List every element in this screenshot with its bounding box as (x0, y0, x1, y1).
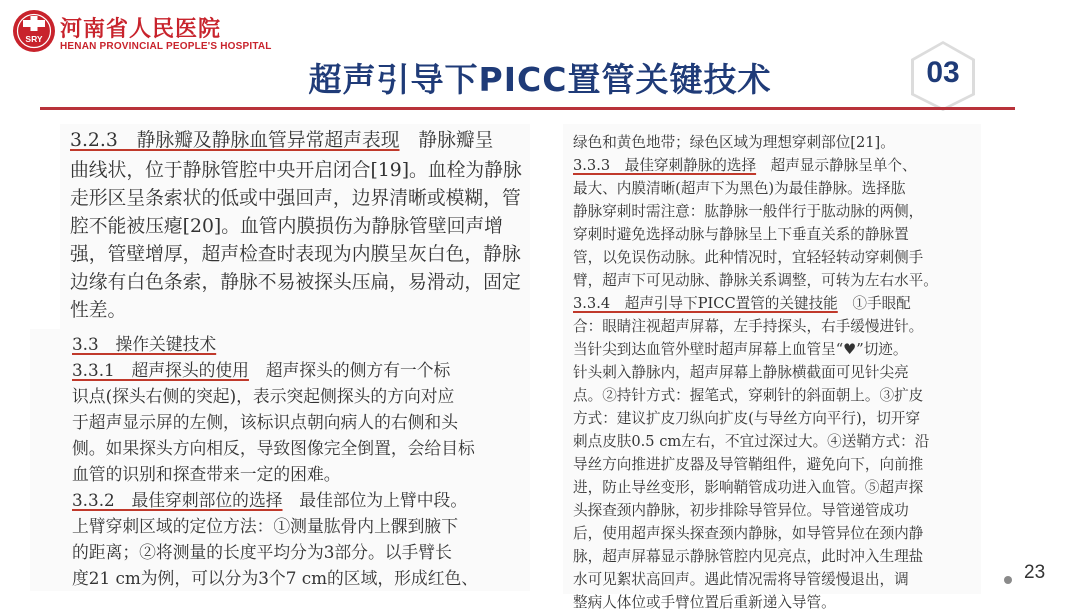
slide-title: 超声引导下PICC置管关键技术 (308, 60, 772, 99)
text-line: 3.3.4 超声引导下PICC置管的关键技能 ①手眼配 (573, 295, 911, 312)
text-line: 强，管壁增厚，超声检查时表现为内膜呈灰白色，静脉 (70, 244, 521, 265)
text-line: 上臂穿刺区域的定位方法：①测量肱骨内上髁到腋下 (72, 516, 458, 536)
text-line: 刺点皮肤0.5 cm左右，不宜过深过大。④送鞘方式：沿 (573, 433, 930, 450)
text-line: 的距离；②将测量的长度平均分为3部分。以手臂长 (72, 542, 452, 562)
text-line: 合：眼睛注视超声屏幕，左手持探头，右手缓慢进针。 (573, 318, 924, 335)
text-line: 整病人体位或手臂位置后重新递入导管。 (573, 594, 836, 611)
text-line: 腔不能被压瘪[20]。血管内膜损伤为静脉管壁回声增 (70, 216, 503, 237)
title-divider (40, 107, 1015, 110)
section-heading: 3.3.3 最佳穿刺静脉的选择 (573, 157, 757, 174)
text-line: 血管的识别和探查带来一定的困难。 (72, 464, 341, 484)
text-line: 脉，超声屏幕显示静脉管腔内见亮点，此时冲入生理盐 (573, 548, 924, 565)
text-line: 性差。 (70, 300, 127, 321)
section-heading: 3.3.1 超声探头的使用 (72, 360, 249, 380)
hospital-logo-icon (12, 9, 56, 53)
text-line: 静脉穿刺时需注意：肱静脉一般伴行于肱动脉的两侧， (573, 203, 924, 220)
text-line: 导丝方向推进扩皮器及导管鞘组件，避免向下，向前推 (573, 456, 924, 473)
text-line: 走形区呈条索状的低或中强回声，边界清晰或模糊，管 (70, 188, 521, 209)
text-line: 3.3.1 超声探头的使用 超声探头的侧方有一个标 (72, 360, 451, 380)
text-line: 3.3.2 最佳穿刺部位的选择 最佳部位为上臂中段。 (72, 490, 468, 510)
page-number: 23 (1024, 562, 1046, 583)
text-line: 曲线状，位于静脉管腔中央开启闭合[19]。血栓为静脉 (70, 160, 522, 181)
text-line: 度21 cm为例，可以分为3个7 cm的区域，形成红色、 (72, 568, 479, 588)
section-heading: 3.3.2 最佳穿刺部位的选择 (72, 490, 283, 510)
excerpt-panel-1 (60, 124, 530, 329)
bullet-dot-icon (1004, 576, 1012, 584)
text-line: 臂，超声下可见动脉、静脉关系调整，可转为左右水平。 (573, 272, 938, 289)
text-line: 于超声显示屏的左侧，该标识点朝向病人的右侧和头 (72, 412, 458, 432)
section-number: 03 (926, 56, 960, 89)
logo-text: SRY (25, 34, 43, 44)
section-heading: 3.2.3 静脉瓣及静脉血管异常超声表现 (70, 130, 400, 151)
section-heading: 3.3.4 超声引导下PICC置管的关键技能 (573, 295, 838, 312)
text-line: 3.3.3 最佳穿刺静脉的选择 超声显示静脉呈单个、 (573, 157, 917, 174)
text-line: 边缘有白色条索，静脉不易被探头压扁，易滑动，固定 (70, 272, 521, 293)
text-line: 3.2.3 静脉瓣及静脉血管异常超声表现 静脉瓣呈 (70, 130, 494, 151)
text-line: 水可见絮状高回声。遇此情况需将导管缓慢退出，调 (573, 571, 909, 588)
text-line: 方式：建议扩皮刀纵向扩皮(与导丝方向平行)，切开穿 (573, 410, 921, 427)
text-line: 点。②持针方式：握笔式，穿刺针的斜面朝上。③扩皮 (573, 387, 924, 404)
excerpt-panel-3 (563, 124, 981, 611)
text-line: 穿刺时避免选择动脉与静脉呈上下垂直关系的静脉置 (573, 226, 909, 243)
text-line: 管，以免误伤动脉。此种情况时，宜轻轻转动穿刺侧手 (573, 249, 924, 266)
text-line: 绿色和黄色地带；绿色区域为理想穿刺部位[21]。 (573, 134, 895, 151)
hospital-name-cn: 河南省人民医院 (60, 16, 222, 42)
excerpt-panel-2 (30, 329, 530, 591)
text-line: 最大、内膜清晰(超声下为黑色)为最佳静脉。选择肱 (573, 180, 906, 197)
section-heading: 3.3 操作关键技术 (72, 334, 217, 354)
text-line: 进，防止导丝变形，影响鞘管成功进入血管。⑤超声探 (573, 479, 924, 496)
text-line: 当针尖到达血管外壁时超声屏幕上血管呈“♥”切迹。 (573, 341, 908, 358)
text-line: 针头刺入静脉内，超声屏幕上静脉横截面可见针尖亮 (573, 364, 909, 381)
text-line: 侧。如果探头方向相反，导致图像完全倒置，会给目标 (72, 438, 475, 458)
text-line: 后，使用超声探头探查颈内静脉，如导管异位在颈内静 (573, 525, 924, 542)
text-line: 识点(探头右侧的突起)，表示突起侧探头的方向对应 (72, 386, 455, 406)
text-line: 头探查颈内静脉，初步排除导管异位。导管递管成功 (573, 502, 909, 519)
hospital-name-en: HENAN PROVINCIAL PEOPLE'S HOSPITAL (60, 41, 272, 52)
